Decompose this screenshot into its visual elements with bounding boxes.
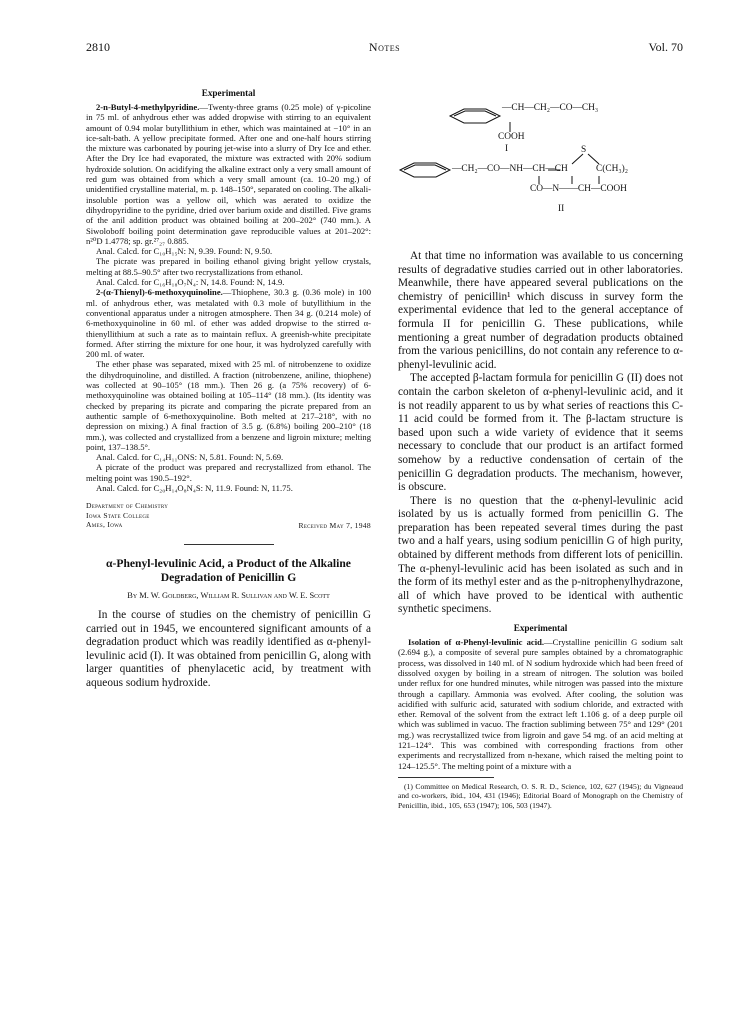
right-column xyxy=(398,88,683,810)
page-number: 2810 xyxy=(86,40,110,54)
discussion-paragraph-3: There is no question that the α-phenyl-levulinic acid isolated by us is actually formed from penicillin G. The preparation has been repeated several times during the past two and a half years, using sodium penicillin G of high purity, obtained by different methods from different lots of penicillin. The α-phenyl-levulinic acid has been isolated as such and in the form of its methyl ester and as the p-nitrophenylhydrazone, all of which have proved to be identical with authentic synthetic specimens. xyxy=(398,494,683,616)
discussion-paragraph-1: At that time no information was available to us concerning results of degradative studies carried out in other laboratories. Meanwhile, there have appeared several publications on the chemistry of penicillin¹ which discuss in survey form the experimental evidence that led to the general acceptance of formula II for penicillin G. These publications, while mentioning a great number of degradation products obtained from the various penicillins, do not contain any reference to α-phenyl-levulinic acid. xyxy=(398,250,683,371)
experimental-heading-2: Experimental xyxy=(513,623,568,634)
discussion-paragraph-2: The accepted β-lactam formula for penicillin G (II) does not contain the carbon skeleton of α-phenyl-levulinic acid, and it is not readily apparent to us by what series of reactions this C-11 acid could be formed from it. The β-lactam structure is based upon such a wide variety of evidence that it seems necessary to conclude that our product is an artifact formed somehow by a reductive condensation of certain of the penicillin G degradation products. The mechanism, however, is obscure. xyxy=(398,372,683,494)
paragraph-text: Anal. Calcd. for C₂₀H₁₄O₈N₄S: N, 11.9. Found: N, 11.75. xyxy=(96,482,293,493)
structure-1-chain: —CH—CH₂—CO—CH₃ xyxy=(502,103,599,113)
paragraph-text: A picrate of the product was prepared and recrystallized from ethanol. The melting point was 190.5–192°. xyxy=(86,462,371,483)
received-date: Received May 7, 1948 xyxy=(298,521,371,531)
left-paragraphs xyxy=(86,102,371,493)
isolation-paragraph xyxy=(398,637,683,771)
experimental-paragraph xyxy=(86,102,371,246)
affiliation-line-1: Department of Chemistry xyxy=(86,501,169,511)
experimental-paragraph xyxy=(86,483,371,493)
paragraph-text: The ether phase was separated, mixed with 25 ml. of nitrobenzene to oxidize the dihydroquinoline, and distilled. A fraction (nitrobenzene, aniline, thiophene) was collected at 90–105° (18 mm.). Then 26 g. (a 75% recovery) of 6-methoxyquinoline was obtained boiling at 105–114° (18 mm.). (Its identity was checked by preparing its picrate and comparing the picrate prepared from an authentic sample of 6-methoxyquinoline. Both melted at 217–218°, with no depression on mixing.) A final fraction of 3.5 g. (6.8%) boiling 200–210° (18 mm.), was collected and crystallized from a benzene and ligroin mixture; melting point, 137–138.5°. xyxy=(86,359,371,452)
experimental-paragraph xyxy=(86,246,371,256)
experimental-paragraph xyxy=(86,452,371,462)
section-title: Notes xyxy=(368,40,401,54)
left-column xyxy=(86,88,371,691)
paragraph-text: —Thiophene, 30.3 g. (0.36 mole) in 100 ml. of anhydrous ether, was metalated with 0.3 mole of butyllithium in the conventional apparatus under a nitrogen atmosphere. Then 34 g. (0.214 mole) of 6-methoxyquinoline in 60 ml. of ether was added dropwise to the stirred α-thienyllithium at such a rate as to maintain reflux. A greenish-white precipitate formed. After stirring the mixture for one hour, it was hydrolyzed carefully with 200 ml. of water. xyxy=(86,287,371,360)
article-title: α-Phenyl-levulinic Acid, a Product of the Alkaline Degradation of Penicillin G xyxy=(106,557,351,585)
affiliation-line-2: Iowa State College xyxy=(86,510,150,520)
structure-2-label: II xyxy=(558,204,565,214)
experimental-paragraph xyxy=(86,462,371,483)
volume-label: Vol. 70 xyxy=(648,40,683,54)
footnote-1: (1) Committee on Medical Research, O. S. R. D., Science, 102, 627 (1945); du Vigneaud and co-workers, ibid., 104, 431 (1946); Editorial Board of Monograph on the Chemistry of Penicillin, ibid., 105, 653 (1947); 106, 503 (1947). xyxy=(398,781,683,810)
affiliation-block xyxy=(86,501,371,530)
affiliation-line-3: Ames, Iowa xyxy=(86,520,123,530)
paragraph-text: —Twenty-three grams (0.25 mole) of γ-picoline in 75 ml. of anhydrous ether was added dropwise with stirring to an equivalent amount of 0.94 molar butyllithium in ether, which was maintained at −10° in an ice-salt-bath. A yellow precipitate formed. After one and one-half hours stirring the mixture was carbonated by pouring jet-wise into a slurry of Dry Ice and ether. After the Dry Ice had evaporated, the mixture was extracted with 20% sodium hydroxide solution. On acidifying the alkaline extract only a very small amount of red gum was obtained from which a very small amount (ca. 10–20 mg.) of unidentified crystalline material, m. p. 148–150°, separated on cooling. The alkali-insoluble portion was a yellow oil, which was aerated to oxidize the dihydropyridine to the pyridine, dried over barium oxide and distilled. Five grams of the anil addition product was obtained boiling at 200–202° (740 mm.). A Siwoloboff boiling point determination gave reproducible values at 201–202°: n²⁰D 1.4778; sp. gr.²⁷₂₇ 0.885. xyxy=(86,102,371,246)
intro-paragraph: In the course of studies on the chemistry of penicillin G carried out in 1945, we encountered significant amounts of a degradation product which was readily identified as α-phenyl-levulinic acid (I). It was obtained from penicillin G, along with larger quantities of phenylacetic acid, by treatment with aqueous sodium hydroxide. xyxy=(86,609,371,690)
paragraph-text: Anal. Calcd. for C₁₄H₁₁ONS: N, 5.81. Found: N, 5.69. xyxy=(96,452,284,463)
divider xyxy=(184,544,274,545)
experimental-paragraph xyxy=(86,359,371,452)
paragraph-text: The picrate was prepared in boiling ethanol giving bright yellow crystals, melting at 88.5–90.5° after two recrystallizations from ethanol. xyxy=(86,256,371,277)
structure-2-bottom: CO—N——CH—COOH xyxy=(530,184,627,194)
experimental-paragraph xyxy=(86,256,371,277)
structure-1-label: I xyxy=(505,144,509,154)
compound-name: 2-n-Butyl-4-methylpyridine. xyxy=(96,102,200,112)
article-authors: By M. W. Goldberg, William R. Sullivan and W. E. Scott xyxy=(127,591,330,601)
isolation-lead: Isolation of α-Phenyl-levulinic acid. xyxy=(408,637,545,648)
structure-1-cooh: COOH xyxy=(498,132,525,142)
experimental-paragraph xyxy=(86,287,371,359)
experimental-heading: Experimental xyxy=(201,88,256,98)
paragraph-text: Anal. Calcd. for C₁₆H₁₈O₇N₄: N, 14.8. Found: N, 14.9. xyxy=(96,277,285,288)
running-header xyxy=(86,40,683,56)
experimental-paragraph xyxy=(86,277,371,287)
footnote-rule xyxy=(398,777,494,778)
compound-name: 2-(α-Thienyl)-6-methoxyquinoline. xyxy=(96,287,223,298)
structure-2-sulfur: S xyxy=(581,145,587,155)
isolation-text: —Crystalline penicillin G sodium salt (2.694 g.), a composite of several pure samples obtained by a chromatographic process, was dissolved in 140 ml. of N sodium hydroxide which had been freed of dissolved oxygen by boiling in a stream of nitrogen. The solution was boiled under reflux for one hundred minutes, while nitrogen was passed into the mixture through a capillary. Ammonia was evolved. After cooling, the solution was acidified with sulfuric acid, saturated with sodium chloride, and extracted with ether. Removal of the solvent from the extract left 1.106 g. of a deep purple oil which was sublimed in vacuo. The fraction subliming between 75° and 129° (201 mg.) was recrystallized twice from ligroin and gave 54 mg. of an acid melting at 121–124°. This was combined with corresponding fractions from other experiments and recrystallized from n-hexane, which raised the melting point to 124–125.5°. The melting point of a mixture with a xyxy=(398,637,683,771)
structure-2-dimethyl: C(CH₃)₂ xyxy=(596,164,629,174)
chemical-structures xyxy=(398,88,683,250)
paragraph-text: Anal. Calcd. for C₁₀H₁₅N: N, 9.39. Found: N, 9.50. xyxy=(96,246,273,257)
structure-2-chain: —CH₂—CO—NH—CH—CH xyxy=(452,164,568,174)
